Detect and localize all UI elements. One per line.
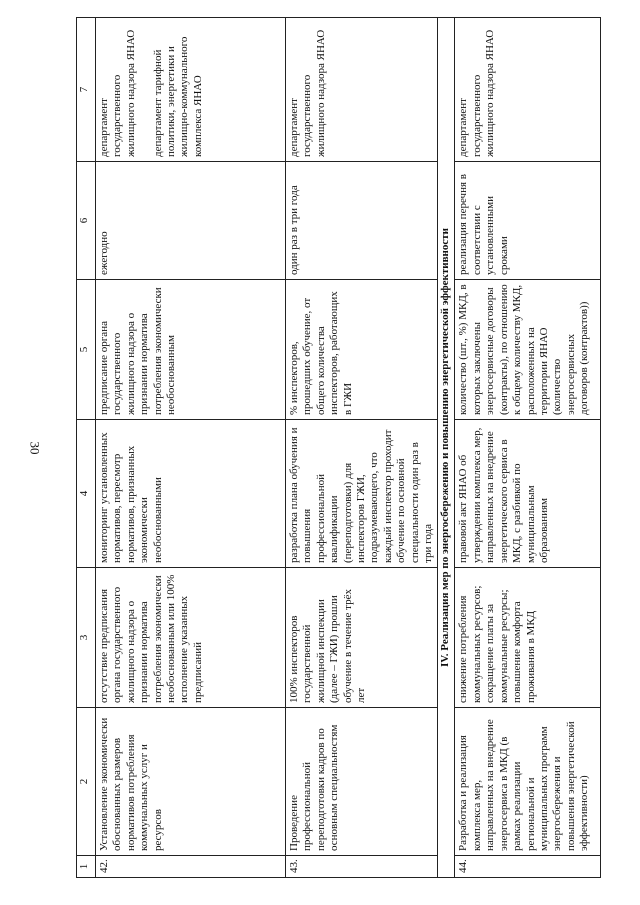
column-header: 4 (77, 420, 96, 568)
table-row (286, 18, 438, 878)
measure-cell: Проведение профессиональной переподготовки кадров по основным специальностям (286, 708, 438, 856)
column-header: 7 (77, 18, 96, 162)
responsible-cell: департамент государственного жилищного надзора ЯНАО департамент тарифной политики, энергетики и жилищно-коммунального комплекса ЯНАО (96, 18, 286, 162)
responsible-cell: департамент государственного жилищного надзора ЯНАО (455, 18, 601, 162)
measure-cell: Разработка и реализация комплекса мер, направленных на внедрение энергосервиса в МКД (в рамках реализации региональной и муниципальных программ энергосбережения и повышения энергетической эффективности) (455, 708, 601, 856)
rotated-table-container (76, 18, 601, 878)
table-row (455, 18, 601, 878)
section-title: IV. Реализация мер по энергосбережению и повышению энергетической эффективности (438, 18, 455, 878)
deadline-cell: реализация перечня в соответствии с установленными сроками (455, 162, 601, 280)
measure-cell: Установление экономически обоснованных размеров нормативов потребления коммунальных услуг и ресурсов (96, 708, 286, 856)
column-header: 2 (77, 708, 96, 856)
indicator-cell: предписание органа государственного жилищного надзора о признании норматива потребления экономически необоснованным (96, 280, 286, 420)
expected-result-cell: снижение потребления коммунальных ресурсов; сокращение платы за коммунальные ресурсы; повышение комфорта проживания в МКД (455, 568, 601, 708)
expected-result-cell: 100% инспекторов государственной жилищной инспекции (далее – ГЖИ) прошли обучение в течение трёх лет (286, 568, 438, 708)
column-number-row (77, 18, 96, 878)
section-header-row (438, 18, 455, 878)
page-number: 30 (27, 441, 43, 455)
row-number: 42. (96, 856, 286, 878)
program-table (76, 17, 601, 878)
column-header: 1 (77, 856, 96, 878)
expected-result-cell: отсутствие предписания органа государственного жилищного надзора о признании норматива потребления экономически необоснованным или 100% исполнение указанных предписаний (96, 568, 286, 708)
indicator-cell: % инспекторов, прошедших обучение, от общего количества инспекторов, работающих в ГЖИ (286, 280, 438, 420)
column-header: 3 (77, 568, 96, 708)
deadline-cell: один раз в три года (286, 162, 438, 280)
column-header: 6 (77, 162, 96, 280)
row-number: 43. (286, 856, 438, 878)
indicator-cell: количество (шт., %) МКД, в которых заключены энергосервисные договоры (контракты), по отношению к общему количеству МКД, расположенных на территории ЯНАО (количество энергосервисных договоров (контрактов)) (455, 280, 601, 420)
responsible-cell: департамент государственного жилищного надзора ЯНАО (286, 18, 438, 162)
row-number: 44. (455, 856, 601, 878)
table-row (96, 18, 286, 878)
activity-cell: разработка плана обучения и повышения профессиональной квалификации (переподготовки) для инспекторов ГЖИ, подразумевающего, что каждый инспектор проходит обучение по основной специальности один раз в три года (286, 420, 438, 568)
activity-cell: правовой акт ЯНАО об утверждении комплекса мер, направленных на внедрение энергетического сервиса в МКД, с разбивкой по муниципальным образованиям (455, 420, 601, 568)
deadline-cell: ежегодно (96, 162, 286, 280)
column-header: 5 (77, 280, 96, 420)
activity-cell: мониторинг установленных нормативов, пересмотр нормативов, признанных экономически необоснованными (96, 420, 286, 568)
